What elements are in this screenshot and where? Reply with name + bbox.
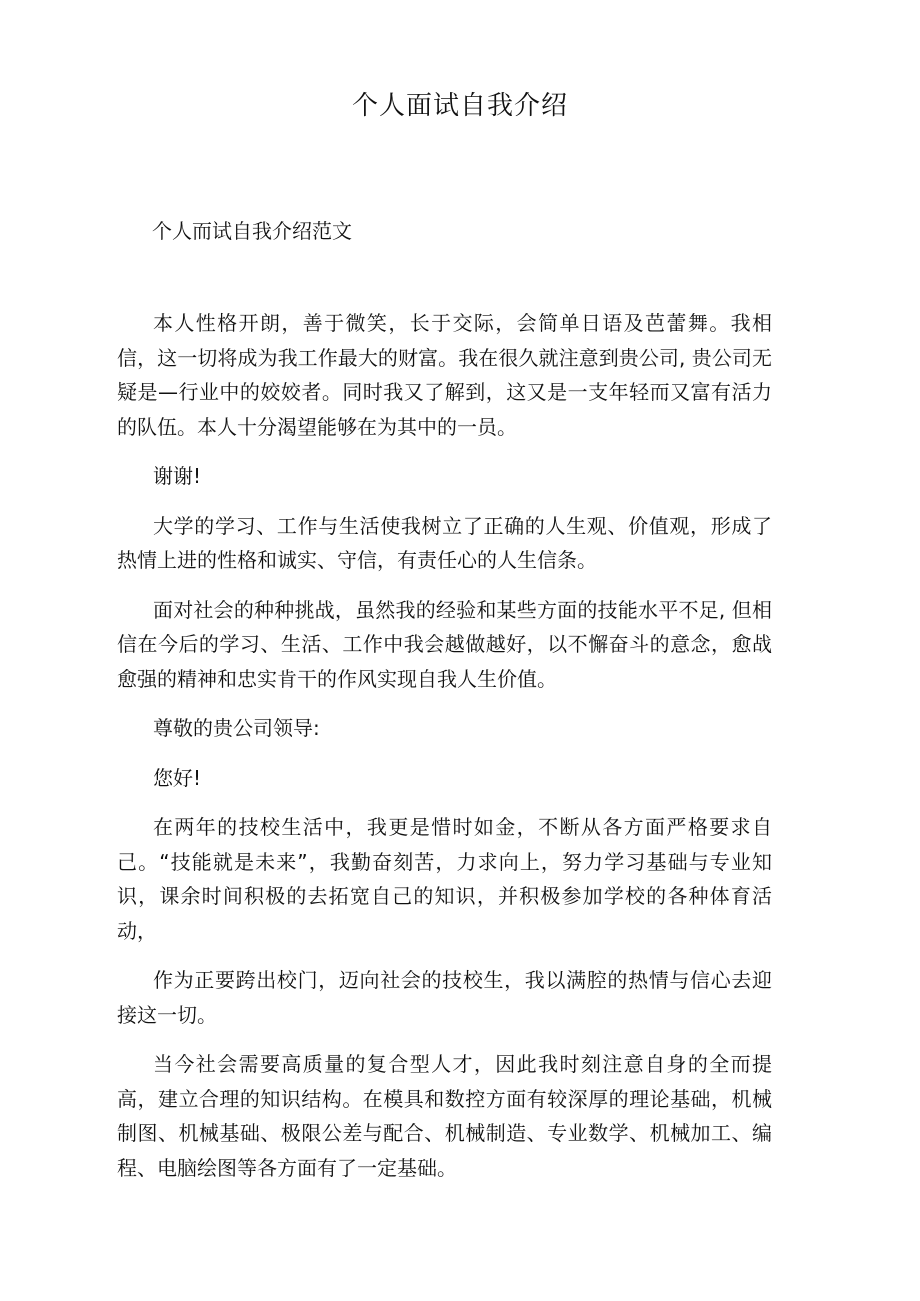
paragraph-intro: 本人性格开朗，善于微笑，长于交际，会简单日语及芭蕾舞。我相信，这一切将成为我工作最大的财富。我在很久就注意到贵公司, 贵公司无疑是—行业中的姣姣者。同时我又了解到，这又是一支年轻而又富有活力的队伍。本人十分渴望能够在为其中的一员。 xyxy=(117,311,772,439)
paragraph-graduate: 作为正要跨出校门，迈向社会的技校生，我以满腔的热情与信心去迎接这一切。 xyxy=(117,968,772,1027)
document-subtitle: 个人而试自我介绍范文 xyxy=(152,219,352,243)
paragraph-salutation: 尊敬的贵公司领导: xyxy=(153,716,320,740)
paragraph-greeting: 您好! xyxy=(153,765,202,790)
document-title: 个人面试自我介绍 xyxy=(351,91,568,121)
paragraph-skills: 当今社会需要高质量的复合型人才，因此我时刻注意自身的全而提高，建立合理的知识结构。在模具和数控方面有较深厚的理论基础，机械制图、机械基础、极限公差与配合、机械制造、专业数学、机械加工、编程、电脑绘图等各方面有了一定基础。 xyxy=(117,1052,772,1180)
paragraph-values: 大学的学习、工作与生活使我树立了正确的人生观、价值观，形成了热情上进的性格和诚实、守信，有责任心的人生信条。 xyxy=(117,513,772,572)
paragraph-thanks: 谢谢! xyxy=(153,464,202,488)
paragraph-school-life: 在两年的技校生活中，我更是惜时如金，不断从各方面严格要求自己。“技能就是未来”，我勤奋刻苦，力求向上，努力学习基础与专业知识，课余时间积极的去拓宽自己的知识，并积极参加学校的各种体育活动， xyxy=(117,815,772,943)
document-body xyxy=(117,306,772,1200)
paragraph-challenges: 面对社会的种种挑战，虽然我的经验和某些方面的技能水平不足, 但相信在今后的学习、生活、工作中我会越做越好，以不懈奋斗的意念，愈战愈强的精神和忠实肯干的作风实现自我人生价值。 xyxy=(117,597,772,691)
